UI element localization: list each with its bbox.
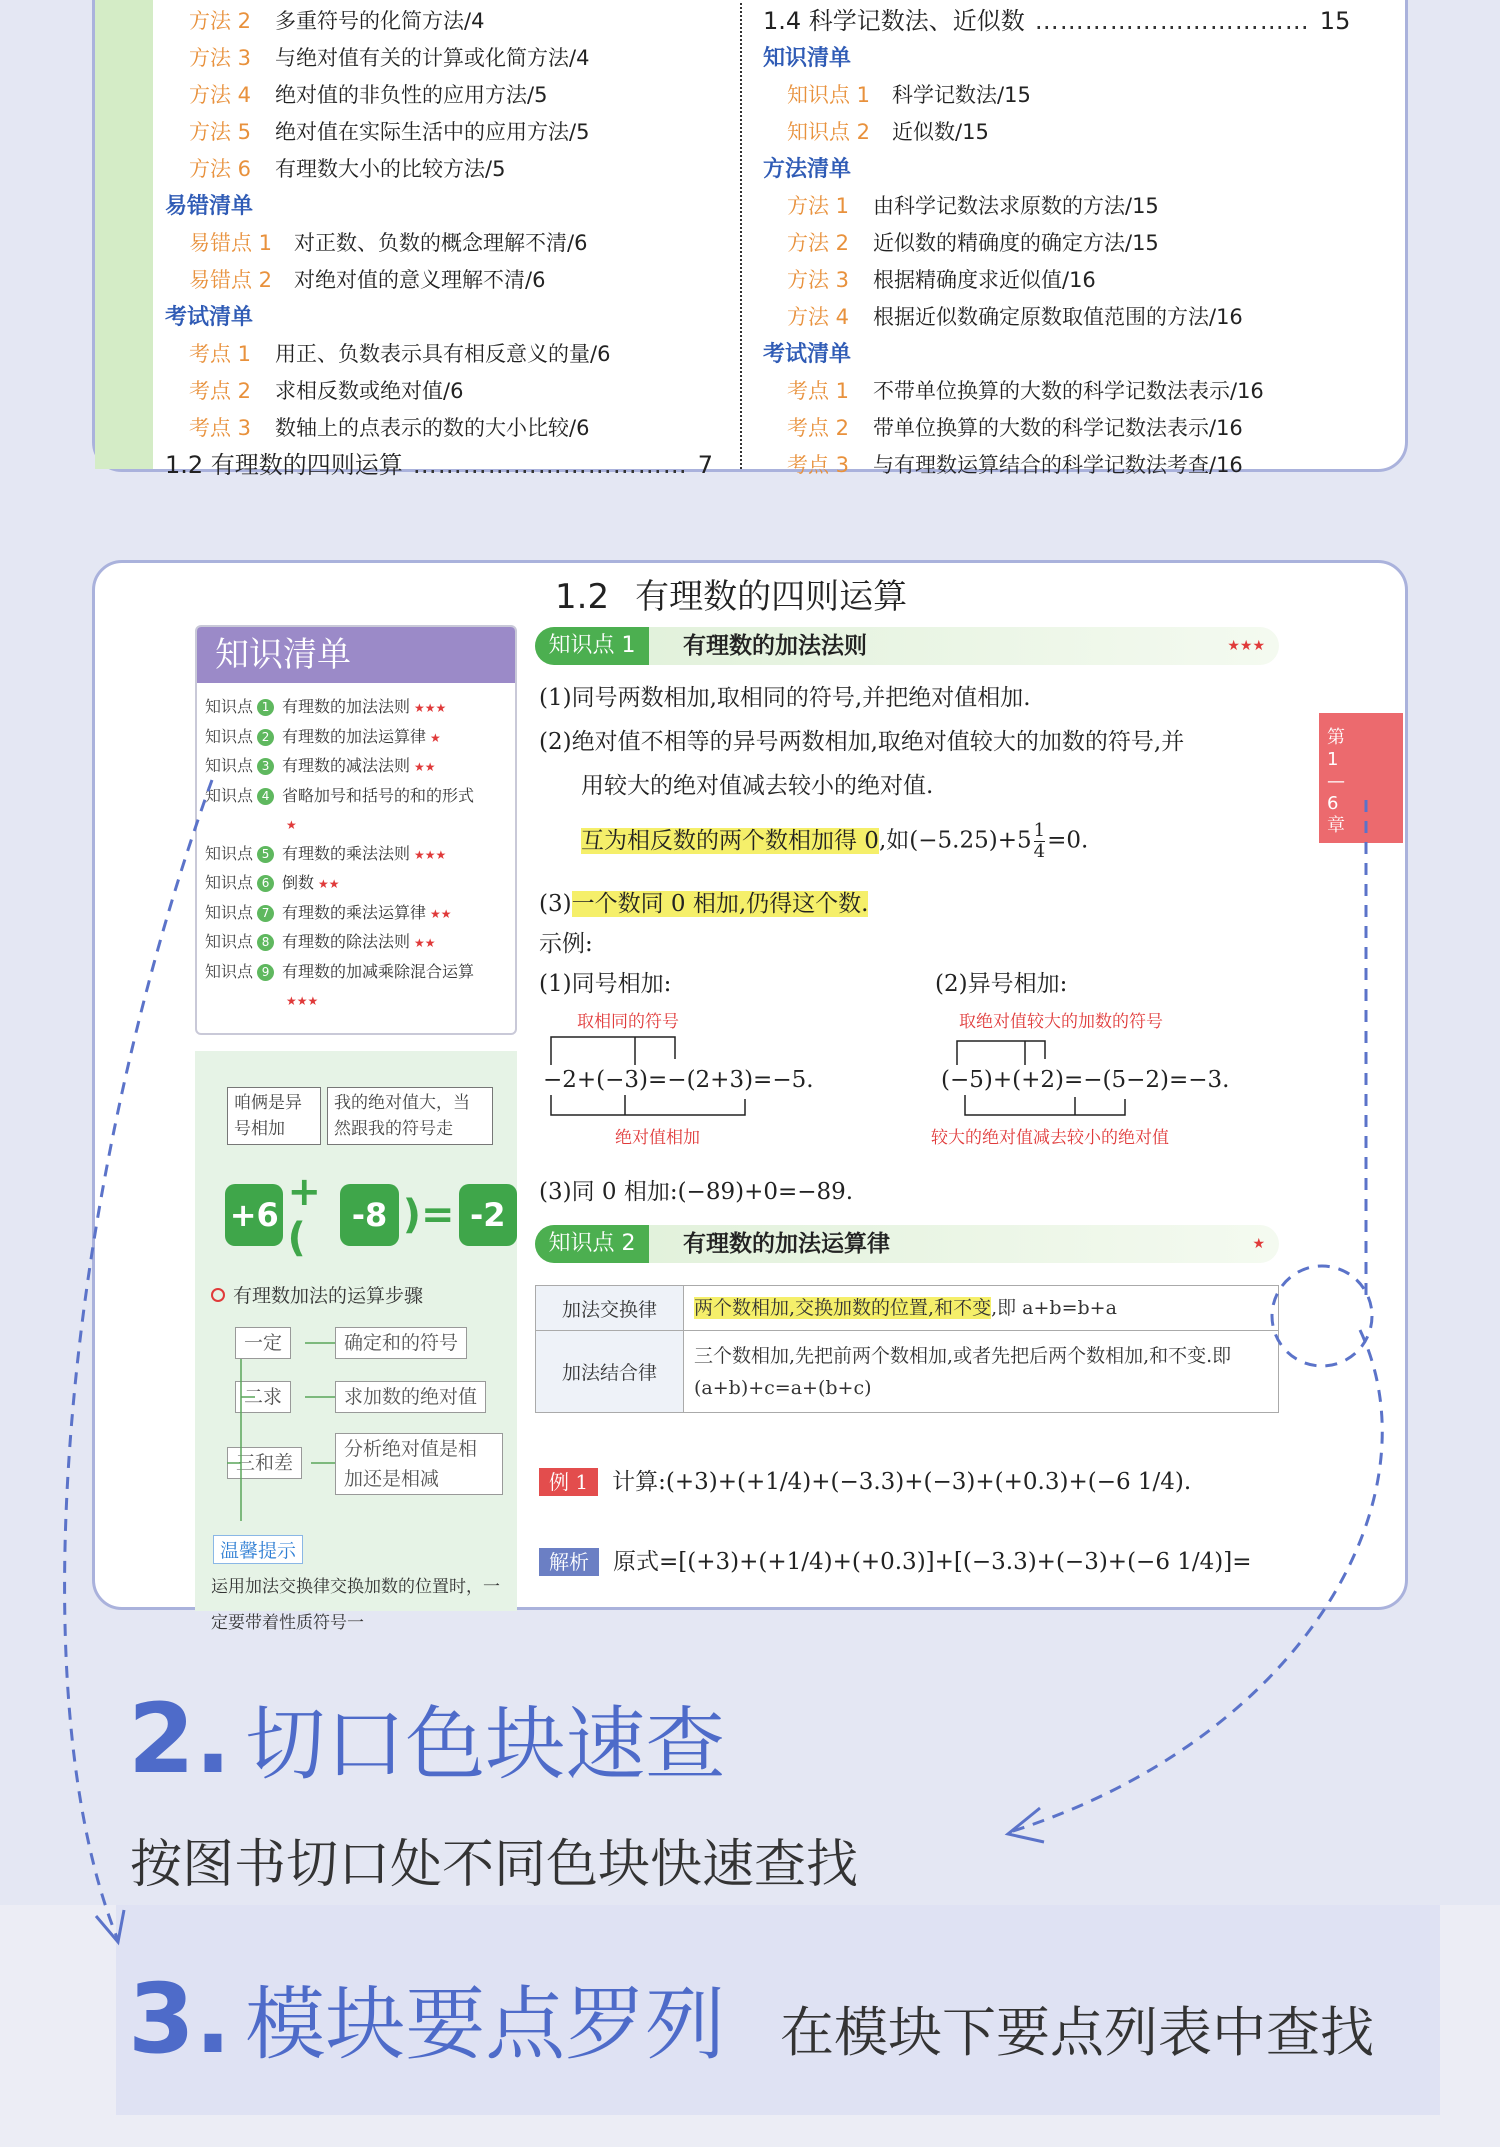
toc-entry-text: 近似数的精确度的确定方法/15 bbox=[873, 231, 1159, 255]
list-item bbox=[205, 782, 507, 840]
list-item-stars: ★★ bbox=[318, 877, 340, 891]
list-item-prefix: 知识点 bbox=[205, 785, 254, 805]
toc-entry bbox=[165, 373, 805, 410]
section-3-title: 模块要点罗列 bbox=[245, 1978, 726, 2071]
toc-green-strip bbox=[95, 0, 153, 469]
toc-section-heading: 考试清单 bbox=[763, 342, 852, 367]
toc-entry-text: 与绝对值有关的计算或化简方法/4 bbox=[275, 46, 590, 70]
toc-entry bbox=[165, 40, 805, 77]
list-item-stars: ★★★ bbox=[414, 847, 447, 862]
fraction-one-quarter bbox=[1034, 821, 1045, 862]
cartoon-operator: )= bbox=[402, 1192, 455, 1238]
page-title-number: 1.2 bbox=[555, 577, 610, 617]
equals-zero: =0. bbox=[1047, 827, 1089, 854]
section-2-description: 按图书切口处不同色块快速查找 bbox=[130, 1835, 859, 1895]
section-2-heading bbox=[128, 1680, 725, 1795]
toc-entry bbox=[165, 410, 805, 447]
step-key: 三和差 bbox=[227, 1447, 302, 1479]
list-item-name: 有理数的加减乘除混合运算★★★ bbox=[282, 961, 475, 1008]
toc-entry-text: 有理数大小的比较方法/5 bbox=[275, 157, 506, 181]
chapter-edge-tab bbox=[1319, 713, 1403, 843]
toc-entry bbox=[763, 262, 1403, 299]
toc-entry bbox=[165, 225, 805, 262]
list-item-name: 倒数 ★★ bbox=[282, 873, 340, 892]
list-item-prefix: 知识点 bbox=[205, 726, 254, 746]
kp1-title: 有理数的加法法则 bbox=[683, 633, 867, 659]
toc-entry-tag: 考点 2 bbox=[787, 416, 850, 440]
toc-entry bbox=[763, 114, 1403, 151]
fraction-denominator: 4 bbox=[1033, 841, 1046, 862]
kp2-title: 有理数的加法运算律 bbox=[683, 1231, 890, 1257]
toc-entry-tag: 方法 3 bbox=[787, 268, 850, 292]
kp1-stars: ★★★ bbox=[1227, 638, 1265, 654]
toc-entry-text: 数轴上的点表示的数的大小比较/6 bbox=[275, 416, 590, 440]
list-item-name: 有理数的加法运算律 ★ bbox=[282, 726, 441, 746]
toc-entry bbox=[165, 336, 805, 373]
step-value: 确定和的符号 bbox=[335, 1327, 467, 1359]
toc-entry bbox=[763, 410, 1403, 447]
list-item-stars: ★★ bbox=[414, 760, 436, 774]
kp1-label: 知识点 1 bbox=[535, 627, 649, 665]
example-tag: 例 1 bbox=[539, 1468, 598, 1496]
list-item-stars: ★★ bbox=[414, 936, 436, 950]
example-2-note-top: 取绝对值较大的加数的符号 bbox=[959, 1012, 1163, 1032]
example-1-problem bbox=[539, 1463, 1191, 1496]
page-title bbox=[555, 569, 933, 618]
toc-right-column bbox=[763, 3, 1403, 484]
rule-inverse-example: ,如(−5.25)+5 bbox=[878, 827, 1032, 854]
list-item bbox=[205, 899, 507, 929]
list-item-number: 9 bbox=[257, 964, 274, 981]
list-item-prefix: 知识点 bbox=[205, 902, 254, 922]
answer-text: 原式=[(+3)+(+1/4)+(+0.3)]+[(−3.3)+(−3)+(−6 1/4)]= bbox=[613, 1549, 1252, 1575]
tip-panel bbox=[195, 1051, 517, 1633]
list-item bbox=[205, 869, 507, 899]
toc-section-heading: 知识清单 bbox=[763, 46, 852, 71]
list-item bbox=[205, 723, 507, 753]
section-2-title: 切口色块速查 bbox=[245, 1698, 726, 1791]
list-item bbox=[205, 928, 507, 958]
knowledge-point-1-bar bbox=[535, 627, 1279, 665]
example-problem-text: 计算:(+3)+(+1/4)+(−3.3)+(−3)+(+0.3)+(−6 1/4). bbox=[612, 1469, 1192, 1495]
toc-entry bbox=[763, 77, 1403, 114]
rule-1: (1)同号两数相加,取相同的符号,并把绝对值相加. bbox=[539, 685, 1031, 711]
law-1-formula: ,即 a+b=b+a bbox=[991, 1297, 1117, 1319]
steps-title: 有理数加法的运算步骤 bbox=[211, 1281, 423, 1308]
list-item-number: 1 bbox=[257, 699, 274, 716]
toc-entry bbox=[165, 262, 805, 299]
toc-entry bbox=[165, 77, 805, 114]
chapter-edge-tab-text: 第1—6章 bbox=[1327, 727, 1345, 836]
list-item-number: 3 bbox=[257, 758, 274, 775]
toc-section-heading: 考试清单 bbox=[165, 305, 254, 330]
list-item-number: 2 bbox=[257, 729, 274, 746]
toc-entry-tag: 易错点 1 bbox=[189, 231, 273, 255]
knowledge-list-panel bbox=[195, 625, 517, 1035]
list-item-number: 4 bbox=[257, 788, 274, 805]
step-value: 求加数的绝对值 bbox=[335, 1381, 486, 1413]
example-1-answer bbox=[539, 1543, 1252, 1576]
toc-entry-text: 由科学记数法求原数的方法/15 bbox=[873, 194, 1159, 218]
toc-entry-text: 绝对值在实际生活中的应用方法/5 bbox=[275, 120, 590, 144]
list-item-stars: ★ bbox=[286, 818, 297, 832]
toc-entry bbox=[165, 151, 805, 188]
law-name: 加法交换律 bbox=[536, 1286, 684, 1331]
toc-divider bbox=[740, 3, 742, 469]
toc-chapter-entry bbox=[763, 3, 1403, 40]
knowledge-point-2-bar bbox=[535, 1225, 1279, 1263]
list-item-prefix: 知识点 bbox=[205, 843, 254, 863]
section-3-number: 3. bbox=[128, 1963, 232, 2075]
list-item-stars: ★★★ bbox=[414, 701, 447, 715]
toc-entry-tag: 考点 1 bbox=[787, 379, 850, 403]
toc-entry-text: 不带单位换算的大数的科学记数法表示/16 bbox=[873, 379, 1264, 403]
fraction-numerator: 1 bbox=[1033, 820, 1046, 841]
example-2-note-bottom: 较大的绝对值减去较小的绝对值 bbox=[931, 1128, 1169, 1148]
example-1-note-bottom: 绝对值相加 bbox=[615, 1128, 700, 1148]
rule-3 bbox=[539, 885, 868, 918]
answer-tag: 解析 bbox=[539, 1548, 599, 1576]
list-item-number: 6 bbox=[257, 875, 274, 892]
section-2-number: 2. bbox=[128, 1683, 232, 1795]
step-value: 分析绝对值是相加还是相减 bbox=[335, 1433, 503, 1495]
toc-entry-tag: 考点 1 bbox=[189, 342, 252, 366]
toc-section-heading: 易错清单 bbox=[165, 194, 254, 219]
toc-entry-tag: 知识点 2 bbox=[787, 120, 871, 144]
toc-entry-tag: 易错点 2 bbox=[189, 268, 273, 292]
list-item-number: 7 bbox=[257, 905, 274, 922]
table-row bbox=[536, 1286, 1279, 1331]
example-3: (3)同 0 相加:(−89)+0=−89. bbox=[539, 1179, 854, 1205]
list-item-prefix: 知识点 bbox=[205, 756, 254, 775]
toc-entry-tag: 方法 4 bbox=[189, 83, 252, 107]
toc-left-column bbox=[165, 3, 805, 484]
speech-bubble-right: 我的绝对值大，当然跟我的符号走 bbox=[327, 1087, 493, 1145]
hint-title: 温馨提示 bbox=[213, 1535, 303, 1564]
toc-entry-text: 绝对值的非负性的应用方法/5 bbox=[275, 83, 548, 107]
list-item bbox=[205, 958, 507, 1016]
list-item-stars: ★★★ bbox=[286, 994, 319, 1008]
cartoon-number-minus2: -2 bbox=[459, 1184, 517, 1246]
list-item bbox=[205, 693, 507, 723]
speech-bubble-left: 咱俩是异号相加 bbox=[227, 1087, 321, 1145]
toc-entry bbox=[763, 373, 1403, 410]
toc-entry-text: 对绝对值的意义理解不清/6 bbox=[294, 268, 546, 292]
hint-text: 运用加法交换律交换加数的位置时，一定要带着性质符号一 bbox=[211, 1577, 500, 1633]
toc-card bbox=[92, 0, 1408, 479]
toc-leader-dots: …………………………… bbox=[1034, 7, 1310, 35]
list-item-number: 5 bbox=[257, 846, 274, 863]
example-1-note-top: 取相同的符号 bbox=[577, 1012, 679, 1032]
list-item-name: 有理数的乘法法则 ★★★ bbox=[282, 843, 447, 863]
section-3-description: 在模块下要点列表中查找 bbox=[780, 2001, 1374, 2064]
example-2-expression: (−5)+(+2)=−(5−2)=−3. bbox=[941, 1067, 1230, 1093]
toc-entry-tag: 方法 6 bbox=[189, 157, 252, 181]
list-item-prefix: 知识点 bbox=[205, 961, 254, 981]
toc-chapter-entry bbox=[165, 447, 805, 484]
toc-entry bbox=[763, 225, 1403, 262]
list-item bbox=[205, 840, 507, 870]
toc-entry-text: 求相反数或绝对值/6 bbox=[275, 379, 464, 403]
toc-entry bbox=[763, 188, 1403, 225]
toc-leader-dots: …………………………… bbox=[412, 451, 688, 479]
rule-3-prefix: (3) bbox=[539, 891, 572, 917]
book-page-card bbox=[92, 560, 1408, 1633]
addition-laws-table bbox=[535, 1285, 1279, 1413]
toc-page-number: 7 bbox=[697, 451, 714, 479]
example-2-title: (2)异号相加: bbox=[935, 971, 1068, 997]
kp2-stars: ★ bbox=[1252, 1236, 1265, 1252]
example-1-expression: −2+(−3)=−(2+3)=−5. bbox=[543, 1067, 814, 1093]
toc-chapter-title: 有理数的四则运算 bbox=[210, 451, 403, 479]
list-item bbox=[205, 752, 507, 782]
example-label: 示例: bbox=[539, 931, 593, 957]
section-3-heading bbox=[128, 1960, 725, 2075]
step-key: 二求 bbox=[235, 1381, 291, 1413]
toc-entry bbox=[763, 447, 1403, 484]
toc-page-number: 15 bbox=[1319, 7, 1351, 35]
toc-entry-text: 与有理数运算结合的科学记数法考查/16 bbox=[873, 453, 1243, 477]
cartoon-equation bbox=[225, 1169, 517, 1261]
knowledge-list bbox=[197, 683, 515, 1016]
toc-entry bbox=[763, 299, 1403, 336]
kp2-label: 知识点 2 bbox=[535, 1225, 649, 1263]
cartoon-operator: +( bbox=[287, 1169, 321, 1261]
toc-entry-text: 带单位换算的大数的科学记数法表示/16 bbox=[873, 416, 1243, 440]
toc-chapter-number: 1.4 bbox=[763, 7, 809, 35]
toc-entry-tag: 考点 3 bbox=[787, 453, 850, 477]
list-item-prefix: 知识点 bbox=[205, 697, 254, 716]
table-row bbox=[536, 1331, 1279, 1413]
toc-entry bbox=[165, 3, 805, 40]
toc-chapter-number: 1.2 bbox=[165, 451, 211, 479]
toc-section-heading: 方法清单 bbox=[763, 157, 852, 182]
list-item-stars: ★★ bbox=[430, 906, 452, 921]
toc-entry-tag: 方法 2 bbox=[189, 9, 252, 33]
toc-entry-tag: 考点 2 bbox=[189, 379, 252, 403]
toc-entry-text: 根据精确度求近似值/16 bbox=[873, 268, 1096, 292]
toc-entry bbox=[165, 114, 805, 151]
law-name: 加法结合律 bbox=[536, 1331, 684, 1413]
list-item-stars: ★ bbox=[430, 730, 441, 745]
toc-entry-text: 科学记数法/15 bbox=[892, 83, 1031, 107]
toc-entry-tag: 方法 5 bbox=[189, 120, 252, 144]
list-item-name: 省略加号和括号的和的形式★ bbox=[282, 785, 475, 832]
toc-entry-tag: 方法 1 bbox=[787, 194, 850, 218]
rule-2a: (2)绝对值不相等的异号两数相加,取绝对值较大的加数的符号,并 bbox=[539, 729, 1185, 755]
toc-entry-tag: 方法 4 bbox=[787, 305, 850, 329]
toc-entry-text: 根据近似数确定原数取值范围的方法/16 bbox=[873, 305, 1243, 329]
law-1-highlight: 两个数相加,交换加数的位置,和不变 bbox=[694, 1297, 992, 1319]
toc-chapter-title: 科学记数法、近似数 bbox=[808, 7, 1025, 35]
list-item-name: 有理数的加法法则 ★★★ bbox=[282, 697, 447, 716]
law-description bbox=[684, 1286, 1279, 1331]
toc-entry-text: 用正、负数表示具有相反意义的量/6 bbox=[275, 342, 611, 366]
list-item-name: 有理数的减法法则 ★★ bbox=[282, 756, 436, 775]
list-item-prefix: 知识点 bbox=[205, 873, 254, 892]
page-title-text: 有理数的四则运算 bbox=[635, 577, 908, 617]
example-1-title: (1)同号相加: bbox=[539, 971, 672, 997]
rule-3-highlight: 一个数同 0 相加,仍得这个数. bbox=[571, 891, 869, 917]
toc-entry-tag: 方法 2 bbox=[787, 231, 850, 255]
toc-entry-text: 多重符号的化简方法/4 bbox=[275, 9, 485, 33]
toc-entry-text: 对正数、负数的概念理解不清/6 bbox=[294, 231, 588, 255]
rule-2b: 用较大的绝对值减去较小的绝对值. bbox=[581, 773, 934, 799]
law-description: 三个数相加,先把前两个数相加,或者先把后两个数相加,和不变.即(a+b)+c=a+(b+c) bbox=[684, 1331, 1279, 1413]
list-item-prefix: 知识点 bbox=[205, 932, 254, 951]
cartoon-number-minus8: -8 bbox=[340, 1184, 398, 1246]
toc-entry-text: 近似数/15 bbox=[892, 120, 989, 144]
list-item-name: 有理数的乘法运算律 ★★ bbox=[282, 902, 452, 922]
step-key: 一定 bbox=[235, 1327, 291, 1359]
toc-entry-tag: 方法 3 bbox=[189, 46, 252, 70]
list-item-number: 8 bbox=[257, 934, 274, 951]
list-item-name: 有理数的除法法则 ★★ bbox=[282, 932, 436, 951]
toc-entry-tag: 考点 3 bbox=[189, 416, 252, 440]
knowledge-list-header: 知识清单 bbox=[197, 627, 515, 683]
rule-inverse bbox=[581, 821, 1088, 862]
cartoon-number-plus6: +6 bbox=[225, 1184, 283, 1246]
toc-entry-tag: 知识点 1 bbox=[787, 83, 871, 107]
rule-inverse-highlight: 互为相反数的两个数相加得 0 bbox=[581, 827, 879, 854]
